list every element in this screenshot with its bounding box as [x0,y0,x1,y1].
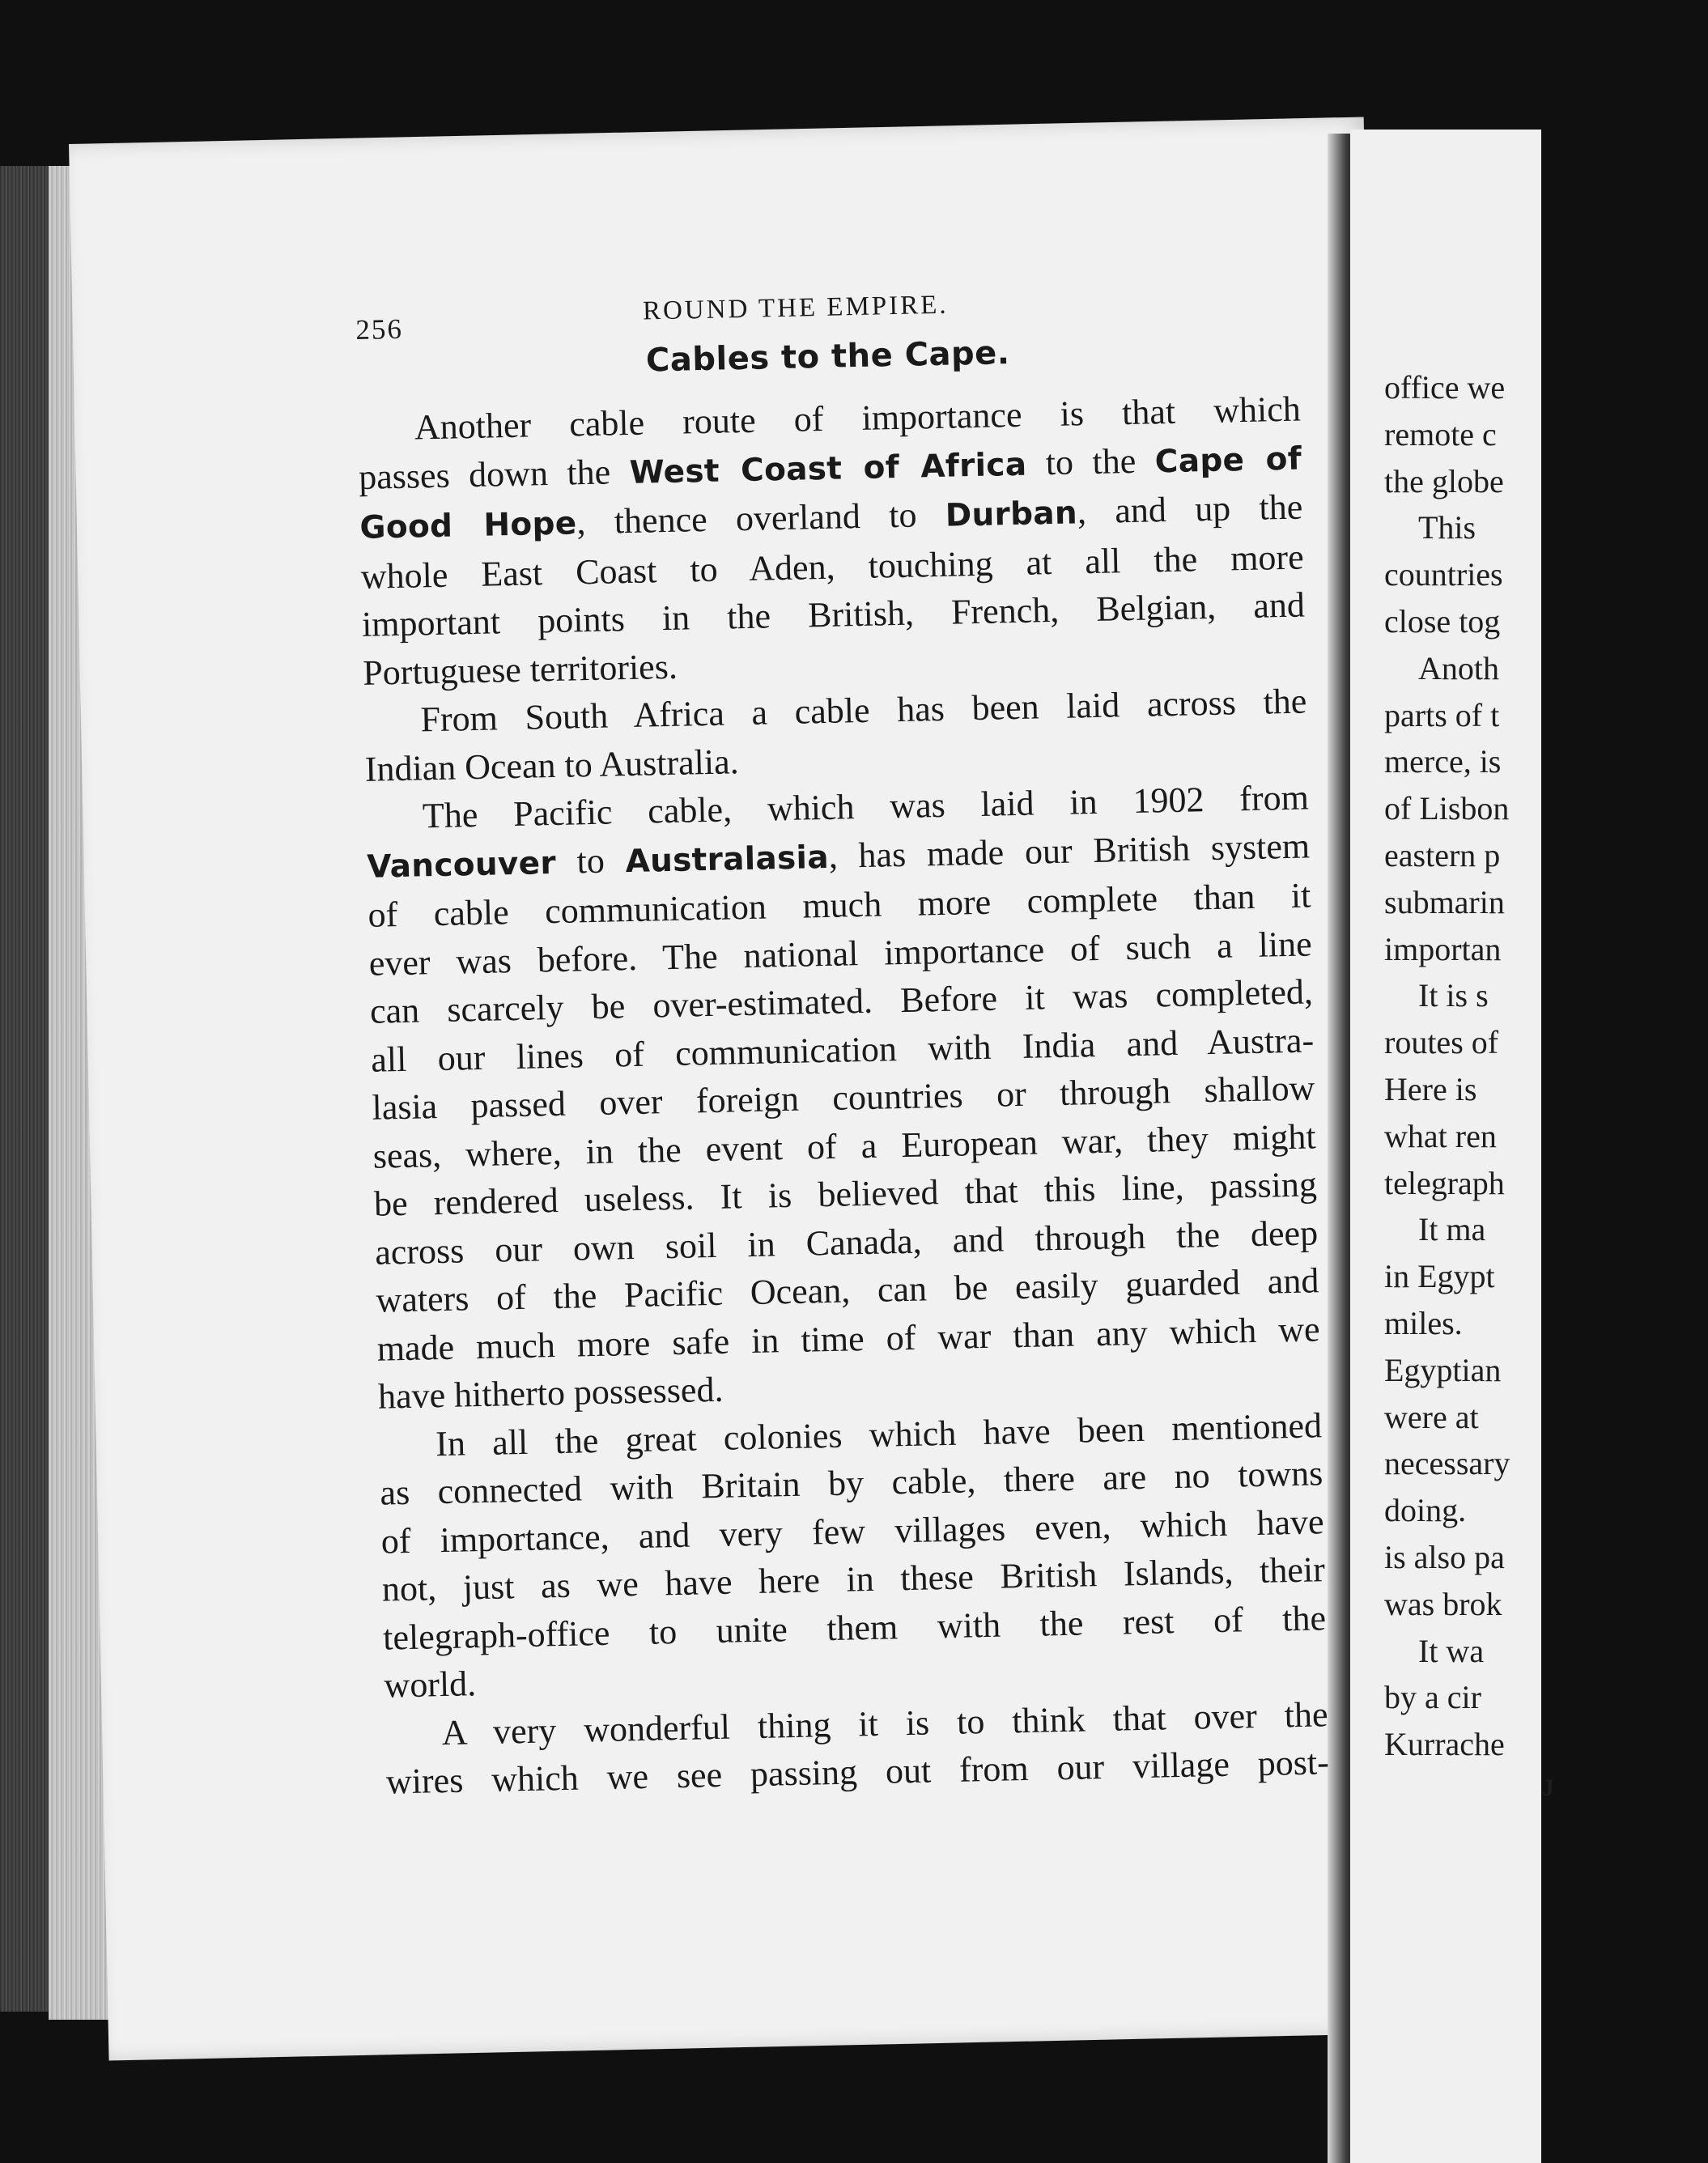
right-page-line: necessary [1384,1445,1510,1482]
text-line: Portuguese territories. [362,646,678,693]
right-page-line: This [1418,509,1476,546]
right-page-line: Kurrache [1384,1726,1505,1763]
right-page-line: in Egypt [1384,1258,1495,1295]
paragraph [379,1401,1328,1710]
right-page-line: miles. [1384,1304,1463,1341]
right-page-line: were at [1384,1398,1479,1435]
text-line: lasia passed over foreign countries or through shallow [372,1068,1315,1128]
text-line: A very wonderful thing it is to think that over the [441,1693,1328,1753]
text-line: Another cable route of importance is that which [414,389,1302,448]
right-page-text [1384,364,1708,1812]
right-page-line: Here is [1384,1070,1477,1107]
right-page-line: importan [1384,930,1502,967]
text-line: In all the great colonies which have been mentioned [435,1404,1323,1464]
right-page-line: is also pa [1384,1538,1505,1575]
text-line: across our own soil in Canada, and through the deep [374,1212,1319,1273]
right-page-line: parts of t [1384,696,1500,733]
right-page-line: close tog [1384,602,1501,640]
right-page-line: It wa [1418,1632,1485,1669]
text-line: whole East Coast to Aden, touching at all the more [360,537,1305,597]
bold-place-name: Durban [945,495,1078,534]
text-line: The Pacific cable, which was laid in 1902 from [422,777,1310,836]
text-line: as connected with Britain by cable, there are no towns [379,1453,1323,1513]
right-page-line: eastern p [1384,836,1501,873]
text-line: can scarcely be over-estimated. Before it was completed, [369,971,1314,1031]
right-page-line: what ren [1384,1117,1497,1154]
text-line: From South Africa a cable has been laid across the [420,681,1307,740]
page-number: 256 [355,312,404,346]
right-page-line: It is s [1418,977,1489,1014]
right-page [1350,130,1554,2163]
running-title: ROUND THE EMPIRE. [642,290,949,326]
right-page-line: by a cir [1384,1679,1481,1716]
right-page-line: It ma [1418,1211,1486,1248]
paragraph [365,773,1321,1421]
paragraph [385,1690,1329,1806]
paragraph [357,385,1306,697]
right-page-line: Anoth [1418,649,1499,686]
text-line: made much more safe in time of war than any which we [376,1308,1321,1369]
right-page-line: telegraph [1384,1164,1505,1201]
text-line: of cable communication much more complete than it [368,875,1311,935]
section-title: Cables to the Cape. [645,334,1010,380]
right-page-line: was brok [1384,1585,1502,1622]
text-line: wires which we see passing out from our village post- [385,1742,1330,1802]
bold-place-name: Vancouver [366,844,557,886]
right-page-line: submarin [1384,883,1505,920]
text-line: have hitherto possessed. [377,1369,724,1417]
right-page-line: remote c [1384,415,1497,453]
signature-mark: J [1542,1774,1554,1801]
right-page-line: countries [1384,556,1503,593]
right-page-line: of Lisbon [1384,790,1510,827]
bold-place-name: Good Hope [359,505,577,546]
text-line: ever was before. The national importance of such a line [368,923,1313,984]
bold-place-name: West Coast of Africa [629,446,1027,491]
left-page-content [355,256,1329,1806]
text-line: Indian Ocean to Australia. [364,741,740,789]
right-page-line: Egyptian [1384,1351,1502,1388]
text-line: not, just as we have here in these British Islands, their [381,1549,1326,1609]
right-page-line: office we [1384,369,1506,406]
text-line: of importance, and very few villages even, which have [380,1501,1325,1562]
right-page-line: doing. [1384,1492,1467,1529]
text-line: passes down the West Coast of Africa to the Cape of [358,440,1302,497]
bold-place-name: Cape of [1154,440,1302,480]
right-page-line: the globe [1384,462,1504,499]
text-line: world. [383,1664,477,1706]
text-line: Vancouver to Australasia, has made our British system [366,825,1311,886]
text-line: seas, where, in the event of a European war, they might [372,1115,1317,1176]
text-line: Good Hope, thence overland to Durban, and up the [359,487,1303,546]
text-line: important points in the British, French, Belgian, and [361,584,1306,644]
bold-place-name: Australasia [625,839,830,880]
right-page-line: routes of [1384,1024,1499,1061]
body-text [357,385,1329,1807]
text-line: be rendered useless. It is believed that this line, passing [373,1164,1318,1224]
text-line: all our lines of communication with India and Austra- [370,1019,1315,1080]
right-page-line: merce, is [1384,743,1502,780]
text-line: telegraph-office to unite them with the rest of the [382,1597,1327,1658]
text-line: waters of the Pacific Ocean, can be easily guarded and [376,1260,1319,1320]
